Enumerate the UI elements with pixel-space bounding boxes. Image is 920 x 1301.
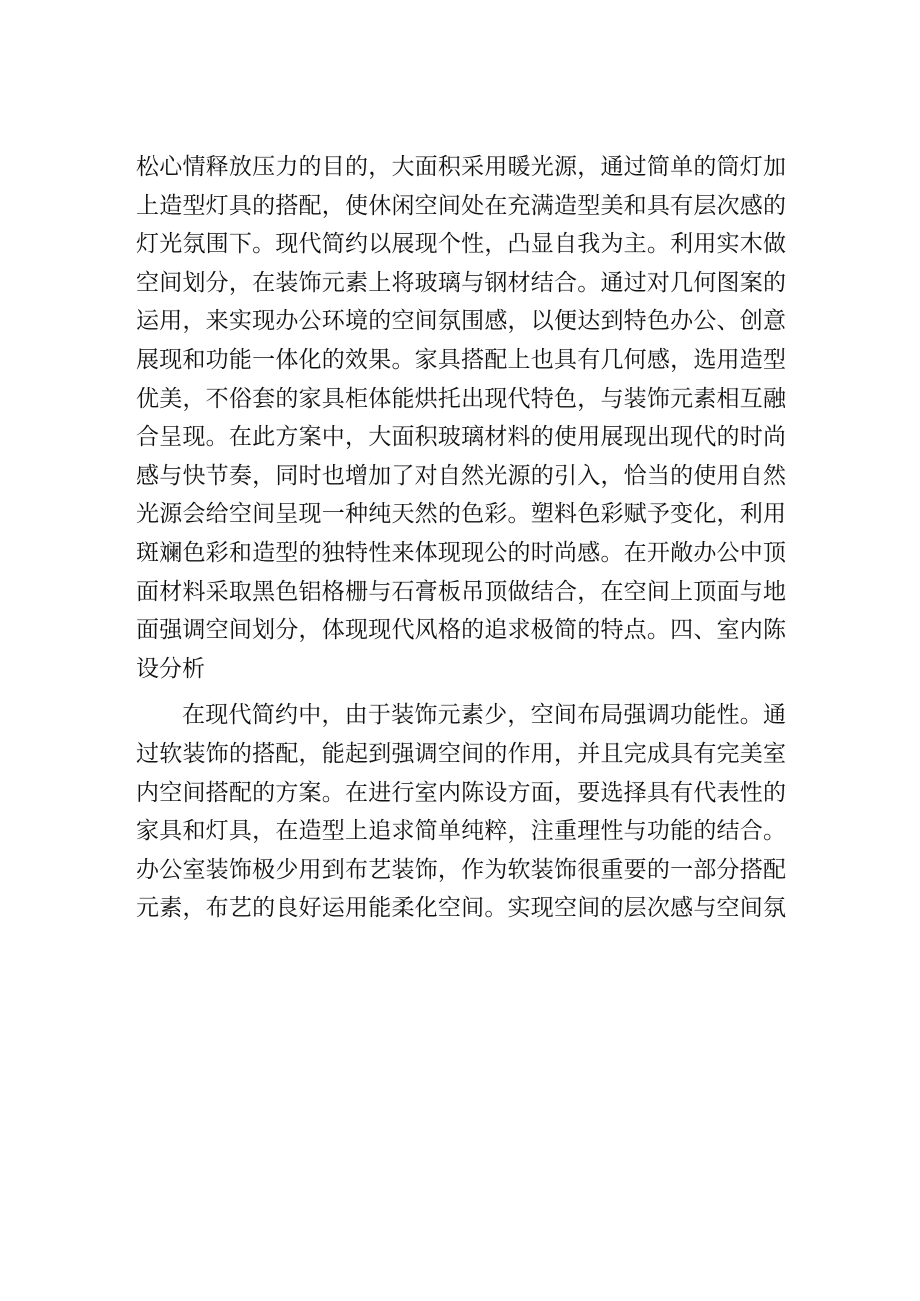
text-line: 过软装饰的搭配，能起到强调空间的作用，并且完成具有完美室 [136, 740, 786, 767]
text-line: 元素，布艺的良好运用能柔化空间。实现空间的层次感与空间氛 [136, 895, 786, 922]
text-line: 斑斓色彩和造型的独特性来体现现公的时尚感。在开敞办公中顶 [136, 539, 786, 566]
text-line: 面材料采取黑色铝格栅与石膏板吊顶做结合，在空间上顶面与地 [136, 578, 786, 605]
text-line: 光源会给空间呈现一种纯天然的色彩。塑料色彩赋予变化，利用 [136, 501, 786, 528]
text-line: 优美，不俗套的家具柜体能烘托出现代特色，与装饰元素相互融 [136, 385, 786, 412]
text-line: 家具和灯具，在造型上追求简单纯粹，注重理性与功能的结合。 [136, 818, 786, 845]
paragraph-spacer [136, 688, 786, 696]
text-line: 内空间搭配的方案。在进行室内陈设方面，要选择具有代表性的 [136, 779, 786, 806]
paragraph-1 [136, 148, 786, 688]
text-line: 办公室装饰极少用到布艺装饰，作为软装饰很重要的一部分搭配 [136, 856, 786, 883]
text-line: 展现和功能一体化的效果。家具搭配上也具有几何感，选用造型 [136, 346, 786, 373]
text-line: 感与快节奏，同时也增加了对自然光源的引入，恰当的使用自然 [136, 462, 786, 489]
text-line: 上造型灯具的搭配，使休闲空间处在充满造型美和具有层次感的 [136, 192, 786, 219]
text-line: 松心情释放压力的目的，大面积采用暖光源，通过简单的筒灯加 [136, 154, 786, 180]
text-line: 灯光氛围下。现代简约以展现个性，凸显自我为主。利用实木做 [136, 231, 786, 258]
text-line: 面强调空间划分，体现现代风格的追求极简的特点。四、室内陈 [136, 617, 786, 644]
text-line: 合呈现。在此方案中，大面积玻璃材料的使用展现出现代的时尚 [136, 424, 786, 451]
body-text [136, 148, 786, 928]
text-line-indented: 在现代简约中，由于装饰元素少，空间布局强调功能性。通 [182, 702, 786, 729]
paragraph-2 [136, 696, 786, 928]
text-line: 运用，来实现办公环境的空间氛围感，以便达到特色办公、创意 [136, 308, 786, 335]
text-line: 空间划分，在装饰元素上将玻璃与钢材结合。通过对几何图案的 [136, 269, 786, 296]
text-line-last: 设分析 [136, 655, 205, 682]
